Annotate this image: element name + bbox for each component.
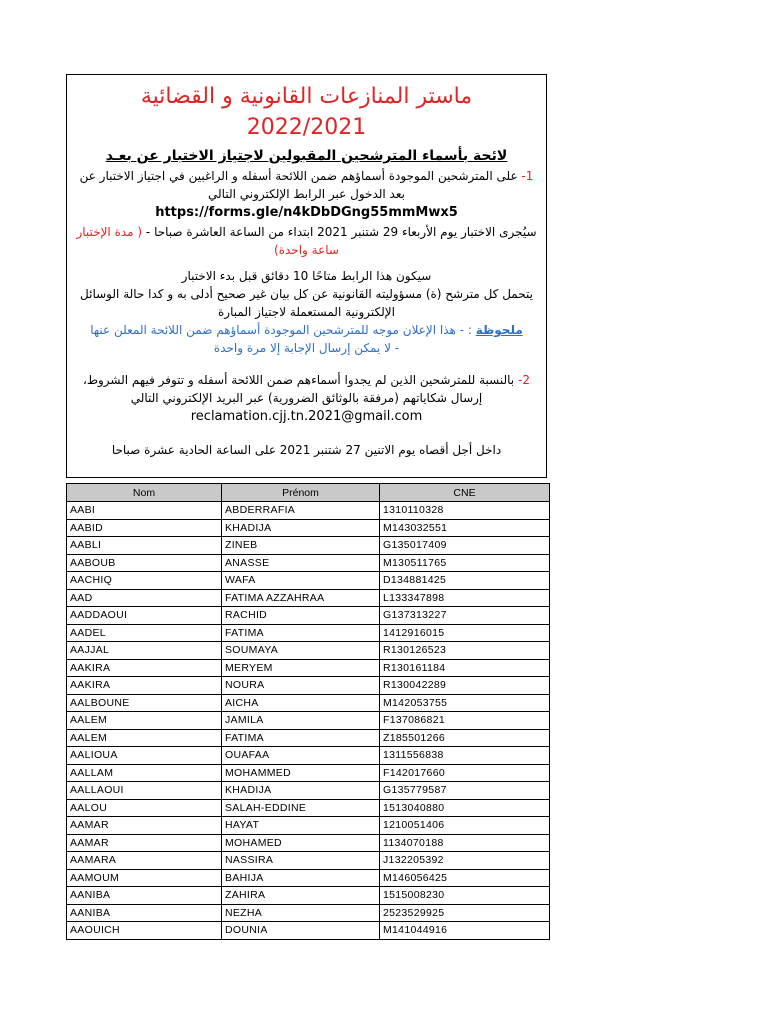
- cell-nom: AAMARA: [67, 852, 222, 870]
- item1-number: 1-: [521, 169, 534, 183]
- academic-year: 2022/2021: [246, 115, 367, 140]
- cell-cne: 1515008230: [380, 887, 550, 905]
- cell-nom: AAD: [67, 589, 222, 607]
- cell-nom: AALEM: [67, 712, 222, 730]
- cell-nom: AABI: [67, 502, 222, 520]
- item2-line2: إرسال شكاياتهم (مرفقة بالوثائق الضرورية) عبر البريد الإلكتروني التالي: [130, 391, 483, 405]
- cell-cne: F142017660: [380, 764, 550, 782]
- cell-nom: AALIOUA: [67, 747, 222, 765]
- cell-cne: 2523529925: [380, 904, 550, 922]
- table-row: [67, 817, 550, 835]
- cell-nom: AALLAOUI: [67, 782, 222, 800]
- cell-nom: AAMAR: [67, 834, 222, 852]
- cell-nom: AAKIRA: [67, 659, 222, 677]
- exam-date-line: [67, 223, 546, 241]
- item1-line2: بعد الدخول عبر الرابط الإلكتروني التالي: [208, 187, 405, 201]
- list-subtitle: لائحة بأسماء المترشحين المقبولين لاجتياز الاختبار عن بعـد: [105, 148, 508, 164]
- table-row: [67, 869, 550, 887]
- cell-prenom: FATIMA AZZAHRAA: [222, 589, 380, 607]
- cell-cne: 1310110328: [380, 502, 550, 520]
- table-row: [67, 589, 550, 607]
- link-availability: سيكون هذا الرابط متاحًا 10 دقائق قبل بدء الاختبار: [181, 269, 432, 283]
- cell-cne: G135017409: [380, 537, 550, 555]
- cell-cne: Z185501266: [380, 729, 550, 747]
- cell-cne: 1412916015: [380, 624, 550, 642]
- cell-prenom: WAFA: [222, 572, 380, 590]
- cell-prenom: HAYAT: [222, 817, 380, 835]
- cell-cne: M142053755: [380, 694, 550, 712]
- cell-prenom: MOHAMMED: [222, 764, 380, 782]
- cell-prenom: NEZHA: [222, 904, 380, 922]
- table-header-row: [67, 484, 550, 502]
- table-row: [67, 642, 550, 660]
- cell-nom: AANIBA: [67, 887, 222, 905]
- header-prenom: Prénom: [222, 484, 380, 502]
- table-row: [67, 502, 550, 520]
- table-row: [67, 572, 550, 590]
- note-line2: - لا يمكن إرسال الإجابة إلا مرة واحدة: [213, 341, 400, 355]
- cell-cne: M130511765: [380, 554, 550, 572]
- item2-line1: [67, 371, 546, 389]
- cell-prenom: ZAHIRA: [222, 887, 380, 905]
- cell-nom: AABOUB: [67, 554, 222, 572]
- note-text1: : - هذا الإعلان موجه للمترشحين الموجودة أسماؤهم ضمن اللائحة المعلن عنها: [90, 323, 472, 337]
- cell-prenom: FATIMA: [222, 624, 380, 642]
- cell-cne: M143032551: [380, 519, 550, 537]
- table-row: [67, 677, 550, 695]
- cell-cne: R130161184: [380, 659, 550, 677]
- table-row: [67, 852, 550, 870]
- responsibility-line1: يتحمل كل مترشح (ة) مسؤوليته القانونية عن كل بيان غير صحيح أدلى به و كدا حالة الوسائل: [80, 287, 533, 301]
- cell-prenom: KHADIJA: [222, 519, 380, 537]
- cell-prenom: ANASSE: [222, 554, 380, 572]
- cell-nom: AAJJAL: [67, 642, 222, 660]
- cell-cne: J132205392: [380, 852, 550, 870]
- table-row: [67, 712, 550, 730]
- cell-cne: D134881425: [380, 572, 550, 590]
- cell-nom: AANIBA: [67, 904, 222, 922]
- exam-duration-end: ساعة واحدة): [274, 243, 339, 257]
- cell-prenom: SOUMAYA: [222, 642, 380, 660]
- table-row: [67, 659, 550, 677]
- form-link[interactable]: https://forms.gle/n4kDbDGng55mmMwx5: [155, 205, 458, 220]
- cell-nom: AADEL: [67, 624, 222, 642]
- item1-text: على المترشحين الموجودة أسماؤهم ضمن اللائحة أسفله و الراغبين في اجتياز الاختبار عن: [79, 169, 518, 183]
- table-row: [67, 799, 550, 817]
- header-nom: Nom: [67, 484, 222, 502]
- note-line1: [67, 321, 546, 339]
- table-row: [67, 554, 550, 572]
- cell-cne: 1210051406: [380, 817, 550, 835]
- cell-prenom: NOURA: [222, 677, 380, 695]
- cell-prenom: BAHIJA: [222, 869, 380, 887]
- cell-nom: AADDAOUI: [67, 607, 222, 625]
- table-row: [67, 694, 550, 712]
- cell-prenom: ABDERRAFIA: [222, 502, 380, 520]
- table-row: [67, 922, 550, 940]
- cell-nom: AAKIRA: [67, 677, 222, 695]
- table-row: [67, 747, 550, 765]
- cell-nom: AALOU: [67, 799, 222, 817]
- exam-duration-start: ( مدة الإختبار: [76, 225, 143, 239]
- reclamation-email[interactable]: reclamation.cjj.tn.2021@gmail.com: [190, 409, 423, 424]
- cell-prenom: JAMILA: [222, 712, 380, 730]
- cell-cne: F137086821: [380, 712, 550, 730]
- cell-nom: AACHIQ: [67, 572, 222, 590]
- cell-cne: M141044916: [380, 922, 550, 940]
- table-row: [67, 624, 550, 642]
- cell-prenom: RACHID: [222, 607, 380, 625]
- cell-cne: R130042289: [380, 677, 550, 695]
- table-row: [67, 904, 550, 922]
- cell-prenom: DOUNIA: [222, 922, 380, 940]
- cell-cne: 1311556838: [380, 747, 550, 765]
- exam-date: سيُجرى الاختبار يوم الأربعاء 29 شتنبر 2021 ابتداء من الساعة العاشرة صباحا -: [145, 225, 537, 239]
- cell-nom: AALBOUNE: [67, 694, 222, 712]
- cell-prenom: ZINEB: [222, 537, 380, 555]
- cell-nom: AAOUICH: [67, 922, 222, 940]
- cell-prenom: MERYEM: [222, 659, 380, 677]
- cell-nom: AALEM: [67, 729, 222, 747]
- table-row: [67, 729, 550, 747]
- table-row: [67, 607, 550, 625]
- cell-prenom: OUAFAA: [222, 747, 380, 765]
- cell-nom: AAMOUM: [67, 869, 222, 887]
- cell-nom: AABLI: [67, 537, 222, 555]
- header-cne: CNE: [380, 484, 550, 502]
- cell-prenom: MOHAMED: [222, 834, 380, 852]
- table-row: [67, 834, 550, 852]
- table-row: [67, 887, 550, 905]
- cell-nom: AABID: [67, 519, 222, 537]
- item1-line1: [67, 167, 546, 185]
- cell-cne: L133347898: [380, 589, 550, 607]
- cell-cne: R130126523: [380, 642, 550, 660]
- cell-prenom: KHADIJA: [222, 782, 380, 800]
- master-title: ماستر المنازعات القانونية و القضائية: [140, 84, 473, 109]
- cell-nom: AALLAM: [67, 764, 222, 782]
- table-row: [67, 537, 550, 555]
- announcement-box: [66, 74, 547, 478]
- cell-nom: AAMAR: [67, 817, 222, 835]
- deadline-line: داخل أجل أقصاه يوم الاتنين 27 شتنبر 2021 على الساعة الحادية عشرة صباحا: [111, 443, 502, 457]
- item2-text: بالنسبة للمترشحين الذين لم يجدوا أسماءهم ضمن اللائحة أسفله و تتوفر فيهم الشروط،: [83, 373, 515, 387]
- cell-cne: M146056425: [380, 869, 550, 887]
- note-label: ملحوظة: [475, 323, 523, 337]
- item2-number: 2-: [517, 373, 530, 387]
- cell-cne: G137313227: [380, 607, 550, 625]
- cell-cne: 1134070188: [380, 834, 550, 852]
- candidates-table: [66, 483, 550, 940]
- cell-cne: G135779587: [380, 782, 550, 800]
- cell-prenom: SALAH-EDDINE: [222, 799, 380, 817]
- table-body: [67, 502, 550, 940]
- responsibility-line2: الإلكترونية المستعملة لاجتياز المبارة: [218, 305, 395, 319]
- cell-prenom: AICHA: [222, 694, 380, 712]
- table-row: [67, 764, 550, 782]
- table-row: [67, 519, 550, 537]
- table-row: [67, 782, 550, 800]
- cell-prenom: NASSIRA: [222, 852, 380, 870]
- cell-cne: 1513040880: [380, 799, 550, 817]
- cell-prenom: FATIMA: [222, 729, 380, 747]
